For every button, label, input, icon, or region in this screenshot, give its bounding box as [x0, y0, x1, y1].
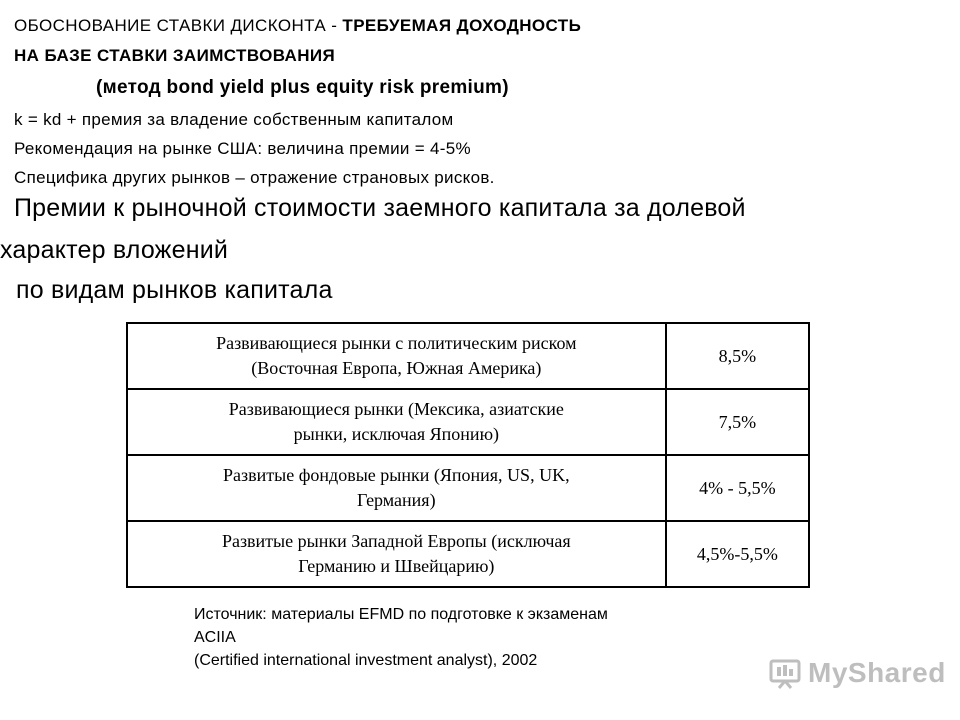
title-part-1: ОБОСНОВАНИЕ СТАВКИ ДИСКОНТА - — [14, 16, 343, 35]
table-row — [127, 389, 809, 455]
title-line-1 — [14, 16, 581, 36]
specifics-text: Специфика других рынков – отражение страновых рисков. — [14, 168, 495, 187]
market-cell — [127, 389, 666, 455]
premium-cell: 7,5% — [666, 389, 809, 455]
source-line-2: ACIIA — [194, 629, 236, 646]
market-text: Германия) — [357, 490, 436, 510]
table-row — [127, 323, 809, 389]
formula-text: k = kd + премия за владение собственным капиталом — [14, 110, 454, 129]
title-line-2: НА БАЗЕ СТАВКИ ЗАИМСТВОВАНИЯ — [14, 46, 336, 65]
watermark-text: MyShared — [808, 657, 946, 688]
market-text: Развивающиеся рынки с политическим риском — [216, 333, 577, 353]
premium-table — [126, 322, 810, 588]
presentation-board-icon — [768, 656, 802, 690]
watermark-logo — [768, 656, 946, 690]
table-row — [127, 455, 809, 521]
premium-cell: 4,5%-5,5% — [666, 521, 809, 587]
market-text: Развитые рынки Западной Европы (исключая — [221, 531, 571, 551]
market-text: (Восточная Европа, Южная Америка) — [251, 358, 542, 378]
source-line-3: (Certified international investment analyst), 2002 — [194, 652, 538, 669]
market-text: Развитые фондовые рынки (Япония, US, UK, — [223, 465, 570, 485]
method-subtitle: (метод bond yield plus equity risk premium) — [96, 77, 509, 98]
premium-heading-line-3: по видам рынков капитала — [16, 276, 333, 304]
market-cell — [127, 521, 666, 587]
market-text: Германию и Швейцарию) — [298, 556, 495, 576]
source-line-1: Источник: материалы EFMD по подготовке к экзаменам — [194, 606, 608, 623]
premium-cell: 8,5% — [666, 323, 809, 389]
market-text: Развивающиеся рынки (Мексика, азиатские — [228, 399, 564, 419]
title-part-2: ТРЕБУЕМАЯ ДОХОДНОСТЬ — [342, 16, 582, 35]
table-row — [127, 521, 809, 587]
market-text: рынки, исключая Японию) — [293, 424, 500, 444]
premium-cell: 4% - 5,5% — [666, 455, 809, 521]
source-note — [194, 603, 608, 672]
premium-heading-line-1: Премии к рыночной стоимости заемного капитала за долевой — [14, 194, 746, 222]
market-cell — [127, 455, 666, 521]
market-cell — [127, 323, 666, 389]
premium-heading-line-2: характер вложений — [0, 236, 229, 264]
recommendation-text: Рекомендация на рынке США: величина премии = 4-5% — [14, 139, 471, 158]
